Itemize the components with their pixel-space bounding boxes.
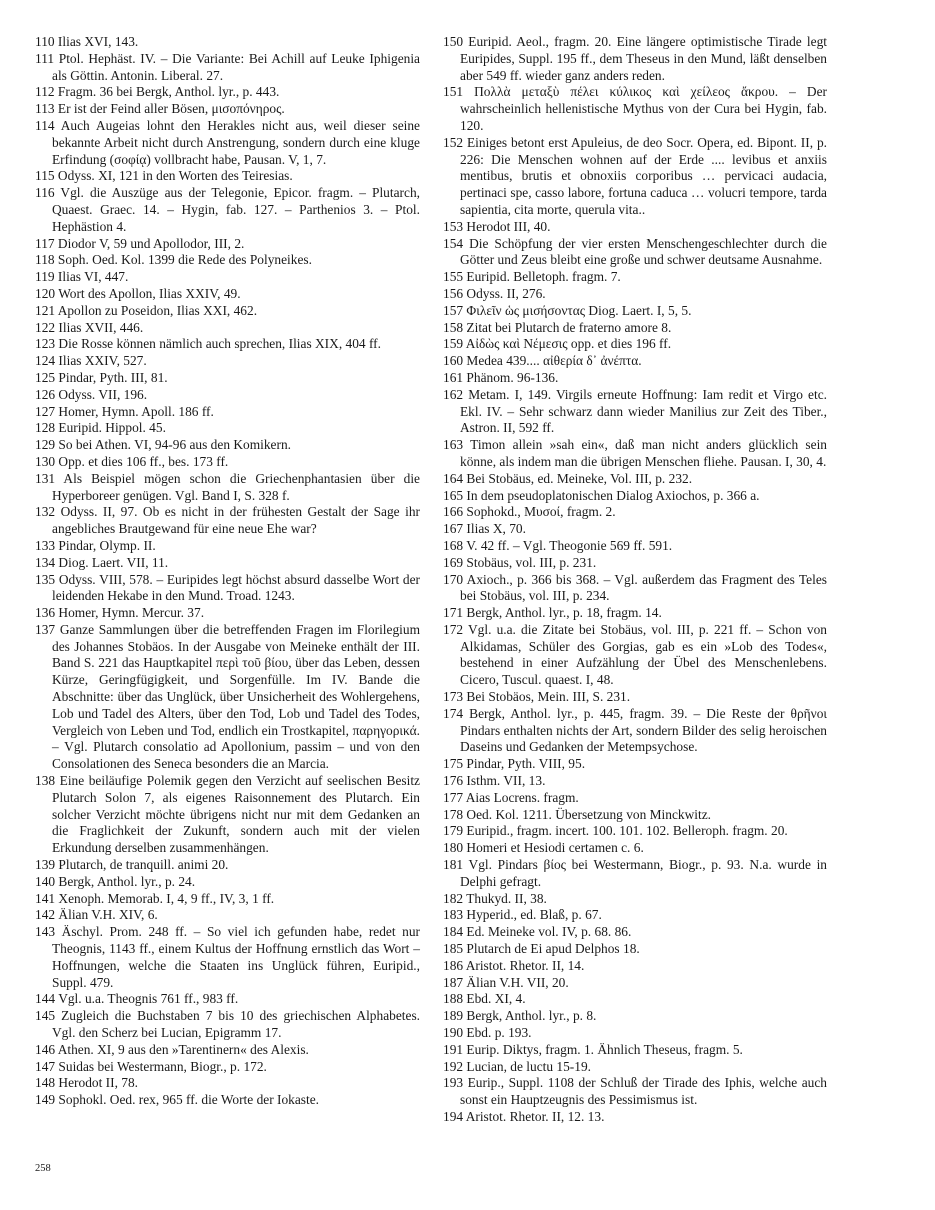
endnote: 119 Ilias VI, 447.	[35, 269, 129, 285]
endnote: 176 Isthm. VII, 13.	[443, 773, 546, 789]
endnote: 132 Odyss. II, 97. Ob es nicht in der frühesten Gestalt der Sage ihr angebliches Brautgewand für eine neue Ehe war?	[35, 504, 420, 537]
endnote: 128 Euripid. Hippol. 45.	[35, 420, 166, 436]
endnote: 193 Eurip., Suppl. 1108 der Schluß der Tirade des Iphis, welche auch sonst ein Hauptzeugnis des Pessimismus ist.	[443, 1075, 827, 1108]
endnote: 182 Thukyd. II, 38.	[443, 890, 547, 906]
endnote: 153 Herodot III, 40.	[443, 218, 551, 234]
endnote: 145 Zugleich die Buchstaben 7 bis 10 des griechischen Alphabetes. Vgl. den Scherz bei Lucian, Epigramm 17.	[35, 1008, 420, 1041]
endnote: 140 Bergk, Anthol. lyr., p. 24.	[35, 873, 196, 889]
endnote: 155 Euripid. Belletoph. fragm. 7.	[443, 269, 621, 285]
endnote: 162 Metam. I, 149. Virgils erneute Hoffnung: Iam redit et Virgo etc. Ekl. IV. – Sehr schwarz dann wieder Manilius zur Zeit des Tiber., Astron. II, 592 ff.	[443, 386, 827, 436]
endnote: 135 Odyss. VIII, 578. – Euripides legt höchst absurd dasselbe Wort der leidenden Hekabe in den Mund. Troad. 1243.	[35, 571, 420, 604]
endnote: 187 Älian V.H. VII, 20.	[443, 974, 569, 990]
endnote: 171 Bergk, Anthol. lyr., p. 18, fragm. 14.	[443, 605, 662, 621]
endnote: 150 Euripid. Aeol., fragm. 20. Eine längere optimistische Tirade legt Euripides, Suppl. 195 ff., dem Theseus in den Mund, läßt denselben aber 549 ff. wieder ganz anders reden.	[443, 34, 827, 83]
endnote: 131 Als Beispiel mögen schon die Griechenphantasien über die Hyperboreer genügen. Vgl. Band I, S. 328 f.	[35, 470, 420, 503]
endnote: 159 Αἰδὼς καὶ Νέμεσις opp. et dies 196 ff.	[443, 336, 672, 352]
endnote: 136 Homer, Hymn. Mercur. 37.	[35, 605, 205, 621]
endnote: 174 Bergk, Anthol. lyr., p. 445, fragm. 39. – Die Reste der θρῆνοι Pindars enthalten nichts der Art, sondern Bilder des selig heroischen Daseins und Gedanken der Metempsychose.	[443, 705, 827, 755]
endnote: 125 Pindar, Pyth. III, 81.	[35, 369, 168, 385]
endnote: 177 Aias Locrens. fragm.	[443, 789, 579, 805]
endnote: 118 Soph. Oed. Kol. 1399 die Rede des Polyneikes.	[35, 252, 312, 268]
endnote: 161 Phänom. 96-136.	[443, 369, 559, 385]
endnote: 130 Opp. et dies 106 ff., bes. 173 ff.	[35, 453, 229, 469]
endnote: 120 Wort des Apollon, Ilias XXIV, 49.	[35, 285, 241, 301]
endnote: 169 Stobäus, vol. III, p. 231.	[443, 554, 597, 570]
endnote: 116 Vgl. die Auszüge aus der Telegonie, Epicor. fragm. – Plutarch, Quaest. Graec. 14. – Hygin, fab. 127. – Parthenios 3. – Ptol. Hephästion 4.	[35, 185, 420, 234]
endnote: 160 Medea 439.... αἰθερία δ᾽ ἀνέπτα.	[443, 353, 642, 369]
endnote: 134 Diog. Laert. VII, 11.	[35, 554, 169, 570]
page-number: 258	[35, 1163, 51, 1174]
endnote: 194 Aristot. Rhetor. II, 12. 13.	[443, 1109, 605, 1124]
endnote: 133 Pindar, Olymp. II.	[35, 537, 156, 553]
endnote: 113 Er ist der Feind aller Bösen, μισοπόνηρος.	[35, 101, 285, 117]
endnote: 149 Sophokl. Oed. rex, 965 ff. die Worte der Iokaste.	[35, 1092, 320, 1108]
endnote: 122 Ilias XVII, 446.	[35, 319, 144, 335]
endnote: 146 Athen. XI, 9 aus den »Tarentinern« des Alexis.	[35, 1041, 309, 1057]
endnote: 151 Πολλὰ μεταξὺ πέλει κύλικος καὶ χείλεος ἄκρου. – Der wahrscheinlich hellenistische Mythus von der Cura bei Hygin, fab. 120.	[443, 84, 827, 133]
endnote: 139 Plutarch, de tranquill. animi 20.	[35, 857, 229, 873]
endnote: 129 So bei Athen. VI, 94-96 aus den Komikern.	[35, 437, 292, 453]
endnote: 138 Eine beiläufige Polemik gegen den Verzicht auf seelischen Besitz Plutarch Solon 7, als eigenes Raisonnement des Plutarch. Ein solcher Verzicht möchte übrigens nicht nur mit dem Gedanken an die Fraglichkeit der Zukunft, sondern auch mit der vielen Erkundung derselben zusammenhängen.	[35, 773, 420, 856]
endnote: 152 Einiges betont erst Apuleius, de deo Socr. Opera, ed. Bipont. II, p. 226: Die Menschen wohnen auf der Erde .... levibus et anxiis mentibus, brutis et obnoxiis corporibus … pervicaci audacia, pertinaci spe, casso labore, fortuna caduca … volucri tempore, tarda sapientia, cita morte, querula vita..	[443, 134, 827, 217]
endnote: 188 Ebd. XI, 4.	[443, 991, 526, 1007]
endnote: 186 Aristot. Rhetor. II, 14.	[443, 957, 585, 973]
endnote: 142 Älian V.H. XIV, 6.	[35, 907, 158, 923]
endnote: 124 Ilias XXIV, 527.	[35, 353, 147, 369]
endnote: 163 Timon allein »sah ein«, daß man nicht anders glücklich sein könne, als indem man die übrigen Menschen fliehe. Pausan. I, 30, 4.	[443, 437, 827, 469]
endnote: 181 Vgl. Pindars βίος bei Westermann, Biogr., p. 93. N.a. wurde in Delphi gefragt.	[443, 857, 827, 889]
endnote: 192 Lucian, de luctu 15-19.	[443, 1058, 592, 1074]
endnote: 147 Suidas bei Westermann, Biogr., p. 172.	[35, 1058, 267, 1074]
endnote: 112 Fragm. 36 bei Bergk, Anthol. lyr., p. 443.	[35, 84, 280, 100]
endnote: 115 Odyss. XI, 121 in den Worten des Teiresias.	[35, 168, 293, 184]
endnote: 164 Bei Stobäus, ed. Meineke, Vol. III, p. 232.	[443, 470, 693, 486]
endnote: 183 Hyperid., ed. Blaß, p. 67.	[443, 907, 602, 923]
endnote: 154 Die Schöpfung der vier ersten Menschengeschlechter durch die Götter und Zeus bleibt eine große und schwer deutsame Ausnahme.	[443, 235, 827, 268]
endnote: 111 Ptol. Hephäst. IV. – Die Variante: Bei Achill auf Leuke Iphigenia als Göttin. Antonin. Liberal. 27.	[35, 50, 420, 83]
endnote: 143 Äschyl. Prom. 248 ff. – So viel ich gefunden habe, redet nur Theognis, 1143 ff., einem Kultus der Hoffnung ernstlich das Wort – Hoffnungen, welche die Staaten ins Unglück führen, Euripid., Suppl. 479.	[35, 924, 420, 990]
endnote: 157 Φιλεῖν ὡς μισήσοντας Diog. Laert. I, 5, 5.	[443, 302, 692, 318]
endnote: 167 Ilias X, 70.	[443, 521, 526, 537]
endnote: 185 Plutarch de Ei apud Delphos 18.	[443, 941, 640, 957]
endnotes-right-column	[443, 34, 827, 1126]
endnote: 117 Diodor V, 59 und Apollodor, III, 2.	[35, 235, 245, 251]
endnote: 110 Ilias XVI, 143.	[35, 34, 139, 49]
endnote: 158 Zitat bei Plutarch de fraterno amore 8.	[443, 319, 672, 335]
endnote: 191 Eurip. Diktys, fragm. 1. Ähnlich Theseus, fragm. 5.	[443, 1041, 743, 1057]
endnote: 126 Odyss. VII, 196.	[35, 386, 148, 402]
endnote: 179 Euripid., fragm. incert. 100. 101. 102. Belleroph. fragm. 20.	[443, 823, 788, 839]
endnote: 168 V. 42 ff. – Vgl. Theogonie 569 ff. 591.	[443, 537, 673, 553]
endnote: 180 Homeri et Hesiodi certamen c. 6.	[443, 840, 644, 856]
endnote: 148 Herodot II, 78.	[35, 1075, 139, 1091]
endnote: 178 Oed. Kol. 1211. Übersetzung von Minckwitz.	[443, 806, 712, 822]
endnote: 173 Bei Stobäos, Mein. III, S. 231.	[443, 689, 631, 705]
endnote: 141 Xenoph. Memorab. I, 4, 9 ff., IV, 3, 1 ff.	[35, 890, 275, 906]
endnote: 170 Axioch., p. 366 bis 368. – Vgl. außerdem das Fragment des Teles bei Stobäus, vol. III, p. 234.	[443, 571, 827, 604]
endnote: 156 Odyss. II, 276.	[443, 285, 546, 301]
endnotes-left-column	[35, 34, 420, 1109]
endnote: 165 In dem pseudoplatonischen Dialog Axiochos, p. 366 a.	[443, 487, 760, 503]
endnote: 172 Vgl. u.a. die Zitate bei Stobäus, vol. III, p. 221 ff. – Schon von Alkidamas, Schüler des Gorgias, gab es ein »Lob des Todes«, bestehend in einer Aufzählung der Übel des Menschenlebens. Cicero, Tuscul. quaest. I, 48.	[443, 621, 827, 688]
endnote: 137 Ganze Sammlungen über die betreffenden Fragen im Florilegium des Johannes Stobäos. In der Ausgabe von Meineke enthält der III. Band S. 221 das Hauptkapitel περὶ τοῦ βίου, über das Leben, dessen Kürze, Geringfügigkeit, und Sorgenfülle. Im IV. Bande die Abschnitte: über das Unglück, über Unsicherheit des Wohlergehens, Lob und Tadel des Alters, über den Tod, Lob und Tadel des Todes, Vergleich von Leben und Tod, endlich ein Trostkapitel, παρηγορικά. – Vgl. Plutarch consolatio ad Apollonium, passim – und von den Consolationen des Seneca besonders die an Marcia.	[35, 621, 420, 772]
endnote: 144 Vgl. u.a. Theognis 761 ff., 983 ff.	[35, 991, 239, 1007]
endnote: 166 Sophokd., Μυσοί, fragm. 2.	[443, 504, 616, 520]
endnote: 175 Pindar, Pyth. VIII, 95.	[443, 756, 586, 772]
endnote: 190 Ebd. p. 193.	[443, 1025, 532, 1041]
endnote: 189 Bergk, Anthol. lyr., p. 8.	[443, 1008, 597, 1024]
endnote: 184 Ed. Meineke vol. IV, p. 68. 86.	[443, 924, 632, 940]
endnote: 121 Apollon zu Poseidon, Ilias XXI, 462.	[35, 302, 258, 318]
endnote: 127 Homer, Hymn. Apoll. 186 ff.	[35, 403, 214, 419]
endnote: 114 Auch Augeias lohnt den Herakles nicht aus, weil dieser seine bekannte Arbeit nicht durch Anstrengung, sondern durch eine kluge Erfindung (σοφίᾳ) vollbracht habe, Pausan. V, 1, 7.	[35, 117, 420, 167]
endnote: 123 Die Rosse können nämlich auch sprechen, Ilias XIX, 404 ff.	[35, 336, 381, 352]
